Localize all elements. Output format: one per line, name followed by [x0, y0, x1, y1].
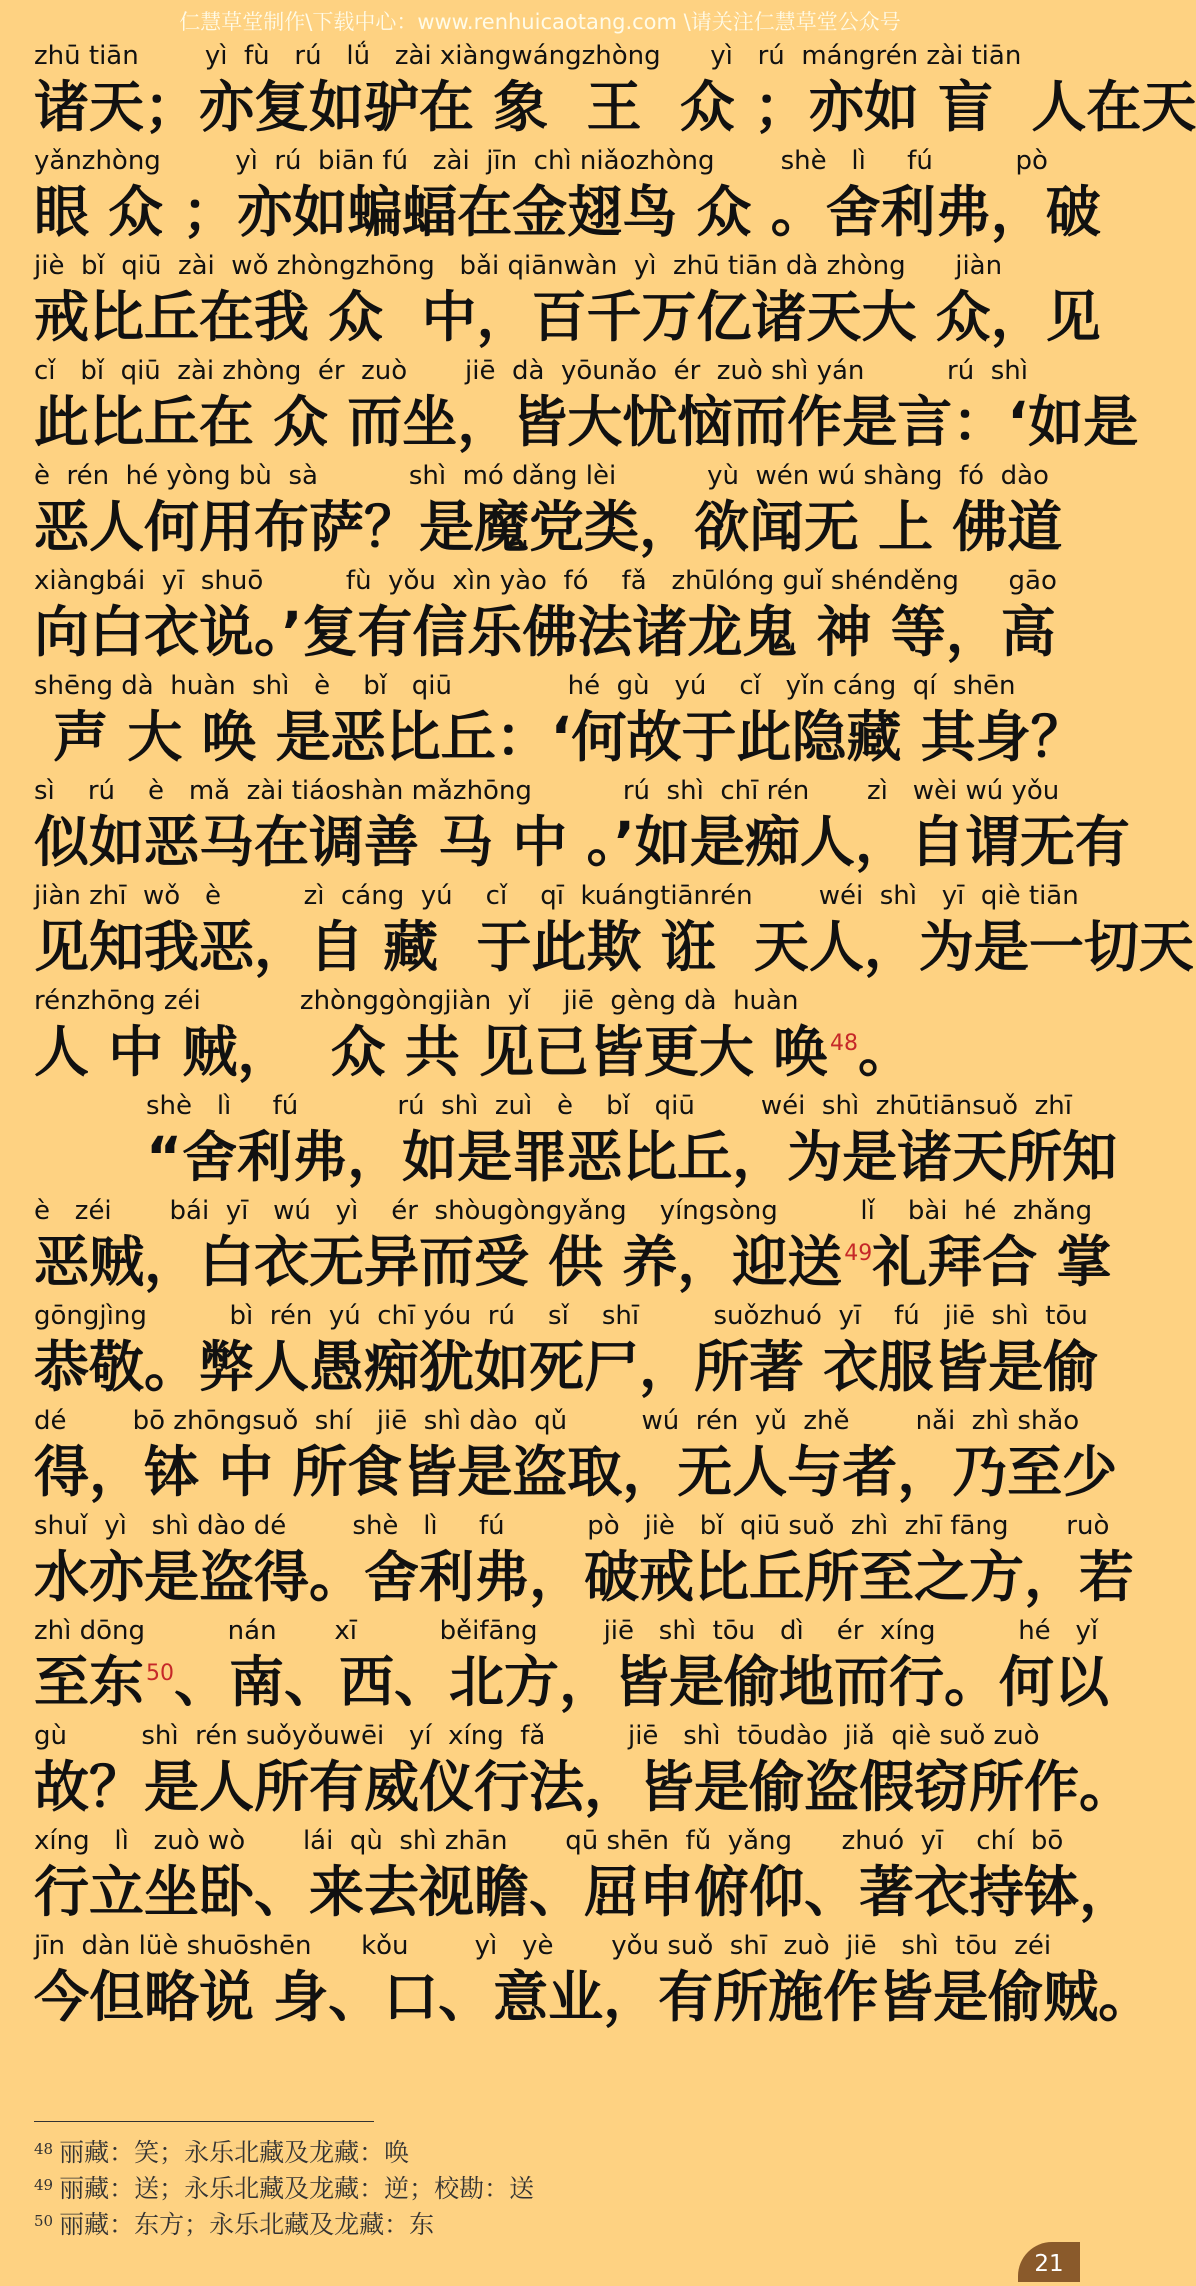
- pinyin-line: shuǐ yì shì dào dé shè lì fú pò jiè bǐ qiū suǒ zhì zhī fāng ruò: [34, 1511, 1110, 1541]
- page-number-badge: 21: [1018, 2242, 1080, 2282]
- text-line-13: [34, 1298, 1099, 1403]
- hanzi-segment-tail: 。: [858, 1020, 914, 1084]
- hanzi-line: 眼 众 ；亦如蝙蝠在金翅鸟 众 。舍利弗，破: [34, 180, 1101, 244]
- pinyin-line: shè lì fú rú shì zuì è bǐ qiū wéi shì zhūtiānsuǒ zhī: [146, 1091, 1072, 1121]
- footnote-number: 50: [34, 2212, 54, 2230]
- footnote-number: 49: [34, 2176, 54, 2194]
- footnote-49: [34, 2171, 1046, 2207]
- footnote-divider: [34, 2121, 374, 2122]
- pinyin-line: gù shì rén suǒyǒuwēi yí xíng fǎ jiē shì tōudào jiǎ qiè suǒ zuò: [34, 1721, 1040, 1751]
- text-line-5: [34, 458, 1063, 563]
- pinyin-line: jīn dàn lüè shuōshēn kǒu yì yè yǒu suǒ shī zuò jiē shì tōu zéi: [34, 1931, 1052, 1961]
- text-line-17: [34, 1718, 1135, 1823]
- text-line-15: [34, 1508, 1135, 1613]
- footnote-number: 48: [34, 2140, 54, 2158]
- hanzi-line: 戒比丘在我 众 中，百千万亿诸天大 众，见: [34, 285, 1101, 349]
- text-line-18: [34, 1823, 1135, 1928]
- footnote-50: [34, 2207, 1046, 2243]
- pinyin-line: xíng lì zuò wò lái qù shì zhān qū shēn fǔ yǎng zhuó yī chí bō: [34, 1826, 1064, 1856]
- hanzi-line: 今但略说 身、口、意业，有所施作皆是偷贼。: [34, 1965, 1154, 2029]
- footnote-text: 丽藏：送；永乐北藏及龙藏：逆；校勘：送: [59, 2174, 535, 2203]
- hanzi-line: 见知我恶，自 藏 于此欺 诳 天人，为是一切天: [34, 915, 1194, 979]
- text-line-2: [34, 143, 1101, 248]
- footnote-ref-48[interactable]: 48: [830, 1031, 859, 1056]
- footnote-ref-50[interactable]: 50: [146, 1661, 175, 1686]
- pinyin-line: xiàngbái yī shuō fù yǒu xìn yào fó fǎ zhūlóng guǐ shénděng gāo: [34, 566, 1057, 596]
- footnote-text: 丽藏：东方；永乐北藏及龙藏：东: [59, 2210, 435, 2239]
- footnotes: [34, 2135, 1046, 2243]
- hanzi-segment: 人 中 贼， 众 共 见已皆更大 唤: [34, 1020, 829, 1084]
- pinyin-line: shēng dà huàn shì è bǐ qiū hé gù yú cǐ yǐn cáng qí shēn: [34, 671, 1016, 701]
- text-line-8: [34, 773, 1130, 878]
- text-line-12: [34, 1193, 1112, 1298]
- pinyin-line: gōngjìng bì rén yú chī yóu rú sǐ shī suǒzhuó yī fú jiē shì tōu: [34, 1301, 1088, 1331]
- hanzi-line: 诸天；亦复如驴在 象 王 众 ；亦如 盲 人在天: [34, 75, 1196, 139]
- text-line-9: [34, 878, 1194, 983]
- pinyin-line: è zéi bái yī wú yì ér shòugòngyǎng yíngsòng lǐ bài hé zhǎng: [34, 1196, 1093, 1226]
- hanzi-line: 故？是人所有威仪行法，皆是偷盗假窃所作。: [34, 1755, 1135, 1819]
- hanzi-line: 行立坐卧、来去视瞻、屈申俯仰、著衣持钵，: [34, 1860, 1135, 1924]
- pinyin-line: yǎnzhòng yì rú biān fú zài jīn chì niǎozhòng shè lì fú pò: [34, 146, 1048, 176]
- text-line-3: [34, 248, 1101, 353]
- hanzi-line: 得，钵 中 所食皆是盗取，无人与者，乃至少: [34, 1440, 1118, 1504]
- hanzi-line: 恶人何用布萨？是魔党类，欲闻无 上 佛道: [34, 495, 1063, 559]
- pinyin-line: rénzhōng zéi zhònggòngjiàn yǐ jiē gèng dà huàn: [34, 986, 799, 1016]
- text-line-6: [34, 563, 1057, 668]
- text-line-10: [34, 983, 1046, 1088]
- pinyin-line: jiè bǐ qiū zài wǒ zhòngzhōng bǎi qiānwàn yì zhū tiān dà zhòng jiàn: [34, 251, 1003, 281]
- hanzi-line: [34, 1019, 1046, 1085]
- pinyin-line: dé bō zhōngsuǒ shí jiē shì dào qǔ wú rén yǔ zhě nǎi zhì shǎo: [34, 1406, 1080, 1436]
- hanzi-line: [34, 1649, 1110, 1715]
- hanzi-segment: 至东: [34, 1650, 145, 1714]
- text-line-16: [34, 1613, 1110, 1718]
- hanzi-line: 此比丘在 众 而坐，皆大忧恼而作是言：‘如是: [34, 390, 1139, 454]
- footnote-text: 丽藏：笑；永乐北藏及龙藏：唤: [59, 2138, 410, 2167]
- hanzi-line: “舍利弗，如是罪恶比丘，为是诸天所知: [146, 1125, 1118, 1189]
- text-line-1: [34, 38, 1196, 143]
- hanzi-line: 声 大 唤 是恶比丘：‘何故于此隐藏 其身？: [34, 705, 1086, 769]
- scripture-text: [34, 38, 1196, 2033]
- footnote-48: [34, 2135, 1046, 2171]
- pinyin-line: cǐ bǐ qiū zài zhòng ér zuò jiē dà yōunǎo ér zuò shì yán rú shì: [34, 356, 1028, 386]
- text-line-14: [34, 1403, 1118, 1508]
- hanzi-line: 恭敬。弊人愚痴犹如死尸，所著 衣服皆是偷: [34, 1335, 1099, 1399]
- pinyin-line: zhì dōng nán xī běifāng jiē shì tōu dì ér xíng hé yǐ: [34, 1616, 1099, 1646]
- text-line-19: [34, 1928, 1154, 2033]
- hanzi-line: 水亦是盗得。舍利弗，破戒比丘所至之方，若: [34, 1545, 1135, 1609]
- hanzi-segment-tail: 礼拜合 掌: [872, 1230, 1112, 1294]
- pinyin-line: è rén hé yòng bù sà shì mó dǎng lèi yù wén wú shàng fó dào: [34, 461, 1049, 491]
- hanzi-line: 似如恶马在调善 马 中 。’如是痴人，自谓无有: [34, 810, 1130, 874]
- hanzi-line: 向白衣说。’复有信乐佛法诸龙鬼 神 等，高: [34, 600, 1056, 664]
- pinyin-line: sì rú è mǎ zài tiáoshàn mǎzhōng rú shì chī rén zì wèi wú yǒu: [34, 776, 1060, 806]
- pinyin-line: jiàn zhī wǒ è zì cáng yú cǐ qī kuángtiānrén wéi shì yī qiè tiān: [34, 881, 1079, 911]
- text-line-4: [34, 353, 1139, 458]
- text-line-7: [34, 668, 1086, 773]
- hanzi-segment-tail: 、南、西、北方，皆是偷地而行。何以: [174, 1650, 1110, 1714]
- pinyin-line: zhū tiān yì fù rú lǘ zài xiàngwángzhòng yì rú mángrén zài tiān: [34, 41, 1022, 71]
- hanzi-segment: 恶贼，白衣无异而受 供 养，迎送: [34, 1230, 843, 1294]
- hanzi-line: [34, 1229, 1112, 1295]
- footnote-ref-49[interactable]: 49: [844, 1241, 873, 1266]
- header-banner: 仁慧草堂制作\下载中心：www.renhuicaotang.com \请关注仁慧草堂公众号: [179, 10, 901, 34]
- text-line-11: [34, 1088, 1118, 1193]
